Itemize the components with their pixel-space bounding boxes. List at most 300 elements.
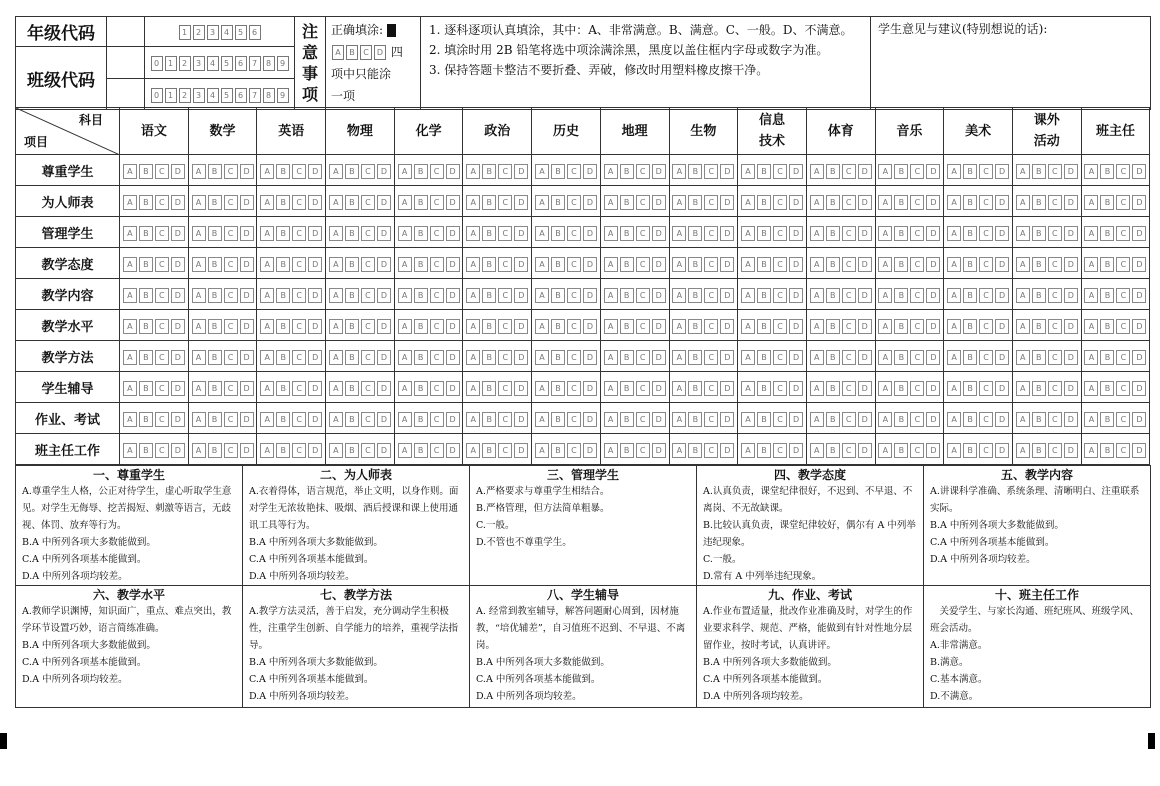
option-bubble[interactable]: C bbox=[979, 381, 993, 396]
option-bubble[interactable]: A bbox=[1016, 443, 1030, 458]
option-bubble[interactable]: D bbox=[446, 195, 460, 210]
digit-bubble[interactable]: 7 bbox=[249, 56, 261, 71]
option-bubble[interactable]: C bbox=[567, 381, 581, 396]
option-bubble[interactable]: D bbox=[240, 257, 254, 272]
option-bubble[interactable]: B bbox=[963, 319, 977, 334]
option-bubble[interactable]: B bbox=[826, 257, 840, 272]
option-bubble[interactable]: B bbox=[482, 412, 496, 427]
option-bubble[interactable]: D bbox=[1064, 226, 1078, 241]
option-bubble[interactable]: C bbox=[773, 288, 787, 303]
option-bubble[interactable]: B bbox=[345, 288, 359, 303]
option-bubble[interactable]: A bbox=[1016, 412, 1030, 427]
option-bubble[interactable]: A bbox=[260, 164, 274, 179]
digit-bubble[interactable]: 4 bbox=[207, 56, 219, 71]
option-bubble[interactable]: C bbox=[704, 195, 718, 210]
option-bubble[interactable]: B bbox=[1100, 288, 1114, 303]
option-bubble[interactable]: A bbox=[260, 319, 274, 334]
option-bubble[interactable]: D bbox=[171, 412, 185, 427]
option-bubble[interactable]: B bbox=[414, 226, 428, 241]
option-bubble[interactable]: C bbox=[567, 412, 581, 427]
option-bubble[interactable]: A bbox=[1084, 226, 1098, 241]
option-bubble[interactable]: C bbox=[773, 195, 787, 210]
option-bubble[interactable]: C bbox=[430, 381, 444, 396]
option-bubble[interactable]: C bbox=[842, 288, 856, 303]
option-bubble[interactable]: B bbox=[1032, 381, 1046, 396]
option-bubble[interactable]: B bbox=[757, 288, 771, 303]
option-bubble[interactable]: A bbox=[123, 288, 137, 303]
option-bubble[interactable]: C bbox=[498, 412, 512, 427]
option-bubble[interactable]: A bbox=[1016, 226, 1030, 241]
option-bubble[interactable]: D bbox=[514, 381, 528, 396]
option-bubble[interactable]: A bbox=[672, 412, 686, 427]
option-bubble[interactable]: C bbox=[1116, 443, 1130, 458]
option-bubble[interactable]: B bbox=[688, 257, 702, 272]
option-bubble[interactable]: A bbox=[672, 319, 686, 334]
option-bubble[interactable]: D bbox=[720, 257, 734, 272]
option-bubble[interactable]: B bbox=[1032, 195, 1046, 210]
option-bubble[interactable]: D bbox=[240, 195, 254, 210]
option-bubble[interactable]: C bbox=[224, 350, 238, 365]
option-bubble[interactable]: D bbox=[514, 350, 528, 365]
option-bubble[interactable]: C bbox=[979, 164, 993, 179]
option-bubble[interactable]: C bbox=[773, 443, 787, 458]
option-bubble[interactable]: A bbox=[260, 195, 274, 210]
option-bubble[interactable]: D bbox=[446, 226, 460, 241]
option-bubble[interactable]: B bbox=[139, 350, 153, 365]
option-bubble[interactable]: A bbox=[466, 195, 480, 210]
option-bubble[interactable]: B bbox=[139, 195, 153, 210]
option-bubble[interactable]: B bbox=[620, 381, 634, 396]
option-bubble[interactable]: C bbox=[361, 257, 375, 272]
digit-bubble[interactable]: 6 bbox=[235, 56, 247, 71]
option-bubble[interactable]: D bbox=[240, 164, 254, 179]
option-bubble[interactable]: A bbox=[604, 195, 618, 210]
option-bubble[interactable]: B bbox=[963, 381, 977, 396]
option-bubble[interactable]: B bbox=[894, 412, 908, 427]
option-bubble[interactable]: B bbox=[1100, 195, 1114, 210]
option-bubble[interactable]: C bbox=[567, 226, 581, 241]
option-bubble[interactable]: C bbox=[636, 443, 650, 458]
option-bubble[interactable]: C bbox=[430, 350, 444, 365]
option-bubble[interactable]: B bbox=[894, 381, 908, 396]
option-bubble[interactable]: C bbox=[361, 288, 375, 303]
option-bubble[interactable]: C bbox=[155, 226, 169, 241]
option-bubble[interactable]: B bbox=[139, 319, 153, 334]
option-bubble[interactable]: C bbox=[567, 288, 581, 303]
digit-bubble[interactable]: 3 bbox=[193, 88, 205, 103]
option-bubble[interactable]: B bbox=[551, 226, 565, 241]
option-bubble[interactable]: C bbox=[1116, 350, 1130, 365]
option-bubble[interactable]: B bbox=[414, 257, 428, 272]
option-bubble[interactable]: B bbox=[757, 350, 771, 365]
digit-bubble[interactable]: 1 bbox=[165, 88, 177, 103]
option-bubble[interactable]: A bbox=[810, 226, 824, 241]
option-bubble[interactable]: A bbox=[1016, 164, 1030, 179]
option-bubble[interactable]: A bbox=[947, 443, 961, 458]
option-bubble[interactable]: C bbox=[498, 350, 512, 365]
option-bubble[interactable]: B bbox=[620, 319, 634, 334]
option-bubble[interactable]: B bbox=[208, 381, 222, 396]
option-bubble[interactable]: C bbox=[292, 350, 306, 365]
class-code-box[interactable] bbox=[107, 47, 145, 79]
option-bubble[interactable]: A bbox=[123, 443, 137, 458]
option-bubble[interactable]: C bbox=[224, 226, 238, 241]
option-bubble[interactable]: B bbox=[620, 257, 634, 272]
option-bubble[interactable]: D bbox=[308, 381, 322, 396]
option-bubble[interactable]: D bbox=[583, 164, 597, 179]
option-bubble[interactable]: D bbox=[1132, 164, 1146, 179]
option-bubble[interactable]: B bbox=[826, 381, 840, 396]
option-bubble[interactable]: D bbox=[377, 443, 391, 458]
option-bubble[interactable]: A bbox=[1016, 319, 1030, 334]
grade-code-box[interactable] bbox=[107, 17, 145, 47]
option-bubble[interactable]: B bbox=[482, 226, 496, 241]
option-bubble[interactable]: A bbox=[741, 443, 755, 458]
option-bubble[interactable]: D bbox=[926, 164, 940, 179]
option-bubble[interactable]: B bbox=[1100, 226, 1114, 241]
option-bubble[interactable]: C bbox=[910, 226, 924, 241]
option-bubble[interactable]: C bbox=[1048, 350, 1062, 365]
option-bubble[interactable]: D bbox=[995, 226, 1009, 241]
option-bubble[interactable]: C bbox=[979, 350, 993, 365]
option-bubble[interactable]: C bbox=[704, 443, 718, 458]
option-bubble[interactable]: D bbox=[789, 350, 803, 365]
option-bubble[interactable]: C bbox=[1116, 381, 1130, 396]
option-bubble[interactable]: C bbox=[842, 412, 856, 427]
option-bubble[interactable]: A bbox=[878, 443, 892, 458]
option-bubble[interactable]: B bbox=[414, 350, 428, 365]
option-bubble[interactable]: A bbox=[604, 288, 618, 303]
option-bubble[interactable]: B bbox=[620, 350, 634, 365]
option-bubble[interactable]: D bbox=[995, 350, 1009, 365]
option-bubble[interactable]: C bbox=[567, 164, 581, 179]
option-bubble[interactable]: B bbox=[276, 195, 290, 210]
option-bubble[interactable]: C bbox=[155, 288, 169, 303]
option-bubble[interactable]: B bbox=[688, 164, 702, 179]
option-bubble[interactable]: C bbox=[842, 443, 856, 458]
option-bubble[interactable]: A bbox=[466, 381, 480, 396]
option-bubble[interactable]: D bbox=[446, 350, 460, 365]
option-bubble[interactable]: B bbox=[1032, 443, 1046, 458]
option-bubble[interactable]: B bbox=[963, 226, 977, 241]
option-bubble[interactable]: C bbox=[292, 381, 306, 396]
option-bubble[interactable]: D bbox=[1132, 226, 1146, 241]
option-bubble[interactable]: C bbox=[1116, 288, 1130, 303]
option-bubble[interactable]: D bbox=[446, 443, 460, 458]
option-bubble[interactable]: A bbox=[466, 443, 480, 458]
option-bubble[interactable]: C bbox=[636, 319, 650, 334]
option-bubble[interactable]: C bbox=[704, 350, 718, 365]
class-digit-row-1[interactable] bbox=[145, 47, 295, 79]
option-bubble[interactable]: C bbox=[292, 257, 306, 272]
option-bubble[interactable]: B bbox=[551, 443, 565, 458]
digit-bubble[interactable]: 7 bbox=[249, 88, 261, 103]
option-bubble[interactable]: B bbox=[1032, 257, 1046, 272]
grade-bubble[interactable]: 6 bbox=[249, 25, 261, 40]
option-bubble[interactable]: B bbox=[139, 164, 153, 179]
option-bubble[interactable]: B bbox=[620, 288, 634, 303]
option-bubble[interactable]: C bbox=[1048, 226, 1062, 241]
option-bubble[interactable]: D bbox=[514, 195, 528, 210]
option-bubble[interactable]: A bbox=[123, 319, 137, 334]
option-bubble[interactable]: B bbox=[826, 164, 840, 179]
option-bubble[interactable]: D bbox=[1132, 412, 1146, 427]
option-bubble[interactable]: A bbox=[1084, 443, 1098, 458]
option-bubble[interactable]: D bbox=[171, 381, 185, 396]
digit-bubble[interactable]: 1 bbox=[165, 56, 177, 71]
option-bubble[interactable]: D bbox=[514, 319, 528, 334]
option-bubble[interactable]: A bbox=[260, 412, 274, 427]
option-bubble[interactable]: B bbox=[688, 319, 702, 334]
option-bubble[interactable]: B bbox=[826, 350, 840, 365]
option-bubble[interactable]: B bbox=[894, 350, 908, 365]
option-bubble[interactable]: C bbox=[430, 195, 444, 210]
option-bubble[interactable]: C bbox=[979, 319, 993, 334]
option-bubble[interactable]: C bbox=[567, 257, 581, 272]
option-bubble[interactable]: D bbox=[171, 257, 185, 272]
option-bubble[interactable]: C bbox=[498, 443, 512, 458]
option-bubble[interactable]: A bbox=[329, 257, 343, 272]
option-bubble[interactable]: D bbox=[652, 164, 666, 179]
option-bubble[interactable]: C bbox=[567, 319, 581, 334]
digit-bubble[interactable]: 9 bbox=[277, 56, 289, 71]
option-bubble[interactable]: C bbox=[842, 164, 856, 179]
option-bubble[interactable]: D bbox=[1132, 443, 1146, 458]
option-bubble[interactable]: B bbox=[482, 350, 496, 365]
option-bubble[interactable]: A bbox=[878, 350, 892, 365]
option-bubble[interactable]: A bbox=[123, 164, 137, 179]
option-bubble[interactable]: B bbox=[414, 195, 428, 210]
grade-bubble-row[interactable] bbox=[145, 17, 295, 47]
option-bubble[interactable]: D bbox=[789, 412, 803, 427]
option-bubble[interactable]: A bbox=[260, 226, 274, 241]
option-bubble[interactable]: B bbox=[620, 164, 634, 179]
option-bubble[interactable]: A bbox=[535, 195, 549, 210]
option-bubble[interactable]: A bbox=[1016, 350, 1030, 365]
option-bubble[interactable]: B bbox=[826, 195, 840, 210]
option-bubble[interactable]: A bbox=[878, 381, 892, 396]
option-bubble[interactable]: B bbox=[345, 226, 359, 241]
option-bubble[interactable]: C bbox=[1116, 195, 1130, 210]
option-bubble[interactable]: A bbox=[741, 381, 755, 396]
option-bubble[interactable]: D bbox=[308, 350, 322, 365]
option-bubble[interactable]: C bbox=[224, 319, 238, 334]
option-bubble[interactable]: B bbox=[1032, 350, 1046, 365]
option-bubble[interactable]: A bbox=[878, 319, 892, 334]
option-bubble[interactable]: D bbox=[1064, 288, 1078, 303]
option-bubble[interactable]: D bbox=[171, 319, 185, 334]
option-bubble[interactable]: D bbox=[789, 195, 803, 210]
option-bubble[interactable]: D bbox=[926, 443, 940, 458]
option-bubble[interactable]: B bbox=[551, 288, 565, 303]
option-bubble[interactable]: A bbox=[260, 350, 274, 365]
option-bubble[interactable]: A bbox=[535, 257, 549, 272]
option-bubble[interactable]: B bbox=[208, 257, 222, 272]
option-bubble[interactable]: B bbox=[688, 412, 702, 427]
option-bubble[interactable]: B bbox=[345, 257, 359, 272]
option-bubble[interactable]: B bbox=[345, 195, 359, 210]
option-bubble[interactable]: B bbox=[208, 164, 222, 179]
option-bubble[interactable]: B bbox=[345, 164, 359, 179]
option-bubble[interactable]: B bbox=[1032, 226, 1046, 241]
option-bubble[interactable]: B bbox=[414, 412, 428, 427]
option-bubble[interactable]: A bbox=[192, 319, 206, 334]
option-bubble[interactable]: A bbox=[810, 350, 824, 365]
option-bubble[interactable]: D bbox=[1064, 195, 1078, 210]
option-bubble[interactable]: A bbox=[741, 257, 755, 272]
option-bubble[interactable]: C bbox=[636, 164, 650, 179]
option-bubble[interactable]: D bbox=[789, 443, 803, 458]
option-bubble[interactable]: C bbox=[224, 195, 238, 210]
option-bubble[interactable]: D bbox=[652, 381, 666, 396]
option-bubble[interactable]: B bbox=[620, 195, 634, 210]
option-bubble[interactable]: D bbox=[926, 257, 940, 272]
option-bubble[interactable]: D bbox=[583, 443, 597, 458]
option-bubble[interactable]: B bbox=[345, 412, 359, 427]
option-bubble[interactable]: D bbox=[926, 288, 940, 303]
option-bubble[interactable]: A bbox=[810, 443, 824, 458]
option-bubble[interactable]: B bbox=[345, 443, 359, 458]
option-bubble[interactable]: C bbox=[704, 226, 718, 241]
option-bubble[interactable]: C bbox=[155, 350, 169, 365]
option-bubble[interactable]: A bbox=[192, 288, 206, 303]
option-bubble[interactable]: B bbox=[1032, 319, 1046, 334]
option-bubble[interactable]: D bbox=[858, 226, 872, 241]
option-bubble[interactable]: A bbox=[535, 412, 549, 427]
option-bubble[interactable]: D bbox=[171, 164, 185, 179]
option-bubble[interactable]: C bbox=[224, 412, 238, 427]
option-bubble[interactable]: A bbox=[604, 319, 618, 334]
option-bubble[interactable]: A bbox=[878, 195, 892, 210]
option-bubble[interactable]: B bbox=[757, 319, 771, 334]
option-bubble[interactable]: A bbox=[329, 381, 343, 396]
option-bubble[interactable]: B bbox=[963, 350, 977, 365]
option-bubble[interactable]: C bbox=[567, 195, 581, 210]
option-bubble[interactable]: D bbox=[1064, 319, 1078, 334]
option-bubble[interactable]: A bbox=[672, 443, 686, 458]
option-bubble[interactable]: A bbox=[672, 257, 686, 272]
option-bubble[interactable]: C bbox=[224, 164, 238, 179]
option-bubble[interactable]: B bbox=[208, 288, 222, 303]
option-bubble[interactable]: A bbox=[329, 195, 343, 210]
option-bubble[interactable]: C bbox=[361, 164, 375, 179]
option-bubble[interactable]: C bbox=[636, 257, 650, 272]
option-bubble[interactable]: A bbox=[810, 412, 824, 427]
option-bubble[interactable]: A bbox=[535, 350, 549, 365]
option-bubble[interactable]: A bbox=[604, 350, 618, 365]
option-bubble[interactable]: B bbox=[276, 381, 290, 396]
option-bubble[interactable]: B bbox=[757, 443, 771, 458]
option-bubble[interactable]: A bbox=[192, 350, 206, 365]
option-bubble[interactable]: D bbox=[171, 195, 185, 210]
option-bubble[interactable]: C bbox=[430, 257, 444, 272]
option-bubble[interactable]: D bbox=[308, 412, 322, 427]
option-bubble[interactable]: C bbox=[773, 226, 787, 241]
option-bubble[interactable]: B bbox=[139, 443, 153, 458]
option-bubble[interactable]: A bbox=[398, 288, 412, 303]
option-bubble[interactable]: D bbox=[926, 412, 940, 427]
option-bubble[interactable]: C bbox=[155, 164, 169, 179]
digit-bubble[interactable]: 8 bbox=[263, 88, 275, 103]
option-bubble[interactable]: C bbox=[224, 288, 238, 303]
option-bubble[interactable]: C bbox=[361, 350, 375, 365]
option-bubble[interactable]: C bbox=[1048, 288, 1062, 303]
digit-bubble[interactable]: 8 bbox=[263, 56, 275, 71]
option-bubble[interactable]: C bbox=[1048, 164, 1062, 179]
option-bubble[interactable]: D bbox=[171, 443, 185, 458]
option-bubble[interactable]: A bbox=[672, 381, 686, 396]
option-bubble[interactable]: C bbox=[704, 381, 718, 396]
option-bubble[interactable]: C bbox=[636, 350, 650, 365]
option-bubble[interactable]: B bbox=[894, 443, 908, 458]
option-bubble[interactable]: D bbox=[1132, 319, 1146, 334]
option-bubble[interactable]: A bbox=[192, 257, 206, 272]
option-bubble[interactable]: B bbox=[482, 319, 496, 334]
option-bubble[interactable]: C bbox=[1048, 443, 1062, 458]
option-bubble[interactable]: B bbox=[551, 319, 565, 334]
option-bubble[interactable]: A bbox=[672, 195, 686, 210]
option-bubble[interactable]: B bbox=[757, 195, 771, 210]
option-bubble[interactable]: D bbox=[789, 257, 803, 272]
option-bubble[interactable]: D bbox=[240, 443, 254, 458]
option-bubble[interactable]: D bbox=[171, 226, 185, 241]
option-bubble[interactable]: D bbox=[1064, 350, 1078, 365]
option-bubble[interactable]: D bbox=[720, 412, 734, 427]
option-bubble[interactable]: B bbox=[276, 164, 290, 179]
option-bubble[interactable]: D bbox=[583, 288, 597, 303]
option-bubble[interactable]: A bbox=[398, 412, 412, 427]
option-bubble[interactable]: B bbox=[482, 164, 496, 179]
option-bubble[interactable]: D bbox=[1132, 195, 1146, 210]
option-bubble[interactable]: B bbox=[688, 381, 702, 396]
option-bubble[interactable]: C bbox=[1116, 257, 1130, 272]
option-bubble[interactable]: A bbox=[260, 288, 274, 303]
option-bubble[interactable]: B bbox=[139, 412, 153, 427]
option-bubble[interactable]: B bbox=[139, 381, 153, 396]
option-bubble[interactable]: D bbox=[720, 164, 734, 179]
class-code-box[interactable] bbox=[107, 79, 145, 110]
option-bubble[interactable]: A bbox=[604, 412, 618, 427]
option-bubble[interactable]: A bbox=[810, 257, 824, 272]
option-bubble[interactable]: C bbox=[910, 288, 924, 303]
option-bubble[interactable]: D bbox=[995, 195, 1009, 210]
option-bubble[interactable]: A bbox=[947, 226, 961, 241]
option-bubble[interactable]: D bbox=[1064, 412, 1078, 427]
option-bubble[interactable]: D bbox=[377, 319, 391, 334]
option-bubble[interactable]: D bbox=[514, 288, 528, 303]
grade-bubble[interactable]: 1 bbox=[179, 25, 191, 40]
option-bubble[interactable]: A bbox=[466, 319, 480, 334]
option-bubble[interactable]: B bbox=[276, 226, 290, 241]
option-bubble[interactable]: A bbox=[810, 164, 824, 179]
option-bubble[interactable]: C bbox=[910, 350, 924, 365]
option-bubble[interactable]: B bbox=[963, 195, 977, 210]
option-bubble[interactable]: D bbox=[720, 381, 734, 396]
option-bubble[interactable]: D bbox=[1064, 257, 1078, 272]
option-bubble[interactable]: A bbox=[810, 288, 824, 303]
option-bubble[interactable]: D bbox=[583, 319, 597, 334]
option-bubble[interactable]: D bbox=[995, 257, 1009, 272]
option-bubble[interactable]: D bbox=[995, 288, 1009, 303]
option-bubble[interactable]: B bbox=[757, 412, 771, 427]
option-bubble[interactable]: B bbox=[1100, 443, 1114, 458]
option-bubble[interactable]: C bbox=[292, 226, 306, 241]
option-bubble[interactable]: D bbox=[514, 443, 528, 458]
option-bubble[interactable]: A bbox=[1016, 195, 1030, 210]
option-bubble[interactable]: D bbox=[308, 195, 322, 210]
option-bubble[interactable]: C bbox=[773, 257, 787, 272]
option-bubble[interactable]: C bbox=[979, 288, 993, 303]
